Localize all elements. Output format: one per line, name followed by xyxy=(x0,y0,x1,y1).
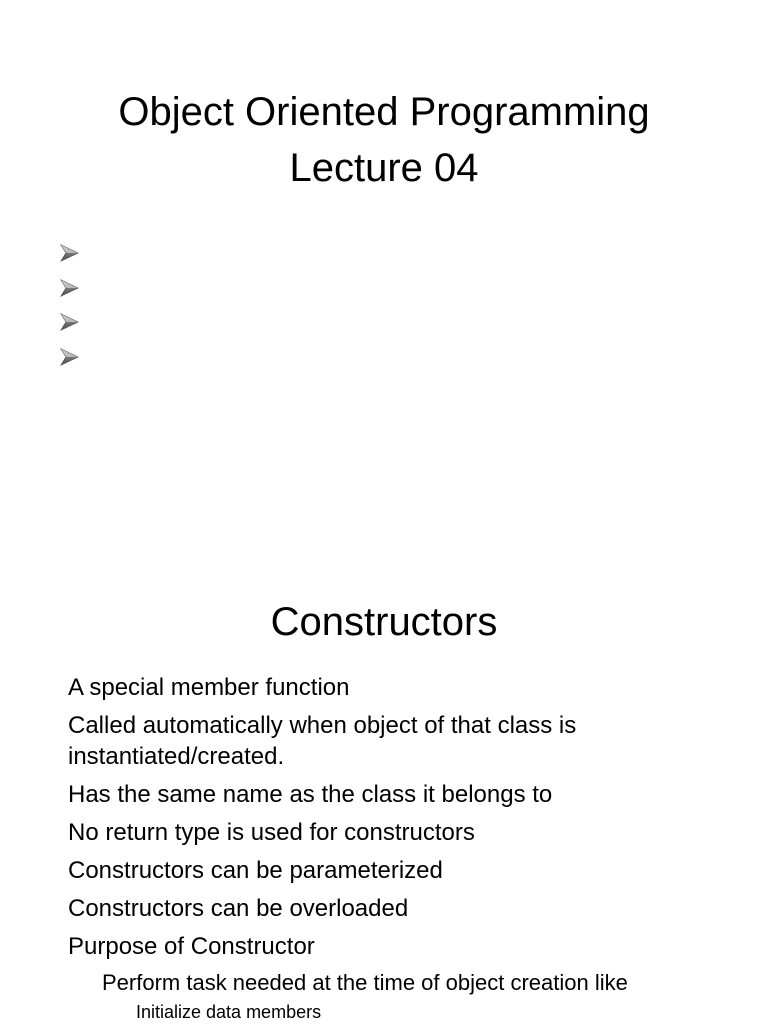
bullet-item xyxy=(58,305,80,340)
list-item: No return type is used for constructors xyxy=(68,819,475,846)
sub-sub-list-item: Initialize data members xyxy=(136,1002,322,1022)
arrow-bullet-icon xyxy=(58,277,80,299)
bullet-item xyxy=(58,236,80,271)
list-item: Has the same name as the class it belongs to xyxy=(68,781,553,808)
list-item: Purpose of Constructor xyxy=(68,933,315,960)
sub-list-item: Perform task needed at the time of object creation like xyxy=(102,970,628,995)
slide-title: Constructors xyxy=(270,600,498,644)
arrow-bullet-icon xyxy=(58,242,80,264)
arrow-bullet-icon xyxy=(58,346,80,368)
list-item: A special member function xyxy=(68,674,350,701)
bullet-item xyxy=(58,271,80,306)
arrow-bullet-icon xyxy=(58,311,80,333)
list-item xyxy=(68,710,748,772)
title-line-course: Object Oriented Programming xyxy=(118,90,650,134)
title-line-lecture: Lecture 04 xyxy=(289,146,479,190)
list-item-line: instantiated/created. xyxy=(68,743,285,770)
empty-bullet-list xyxy=(58,236,80,374)
slide-content xyxy=(68,672,748,1023)
slide-constructors xyxy=(0,560,768,1024)
list-item: Constructors can be overloaded xyxy=(68,895,409,922)
bullet-item xyxy=(58,340,80,375)
list-item-line: Called automatically when object of that class is xyxy=(68,712,577,739)
slide-title xyxy=(0,84,768,196)
list-item: Constructors can be parameterized xyxy=(68,857,443,884)
